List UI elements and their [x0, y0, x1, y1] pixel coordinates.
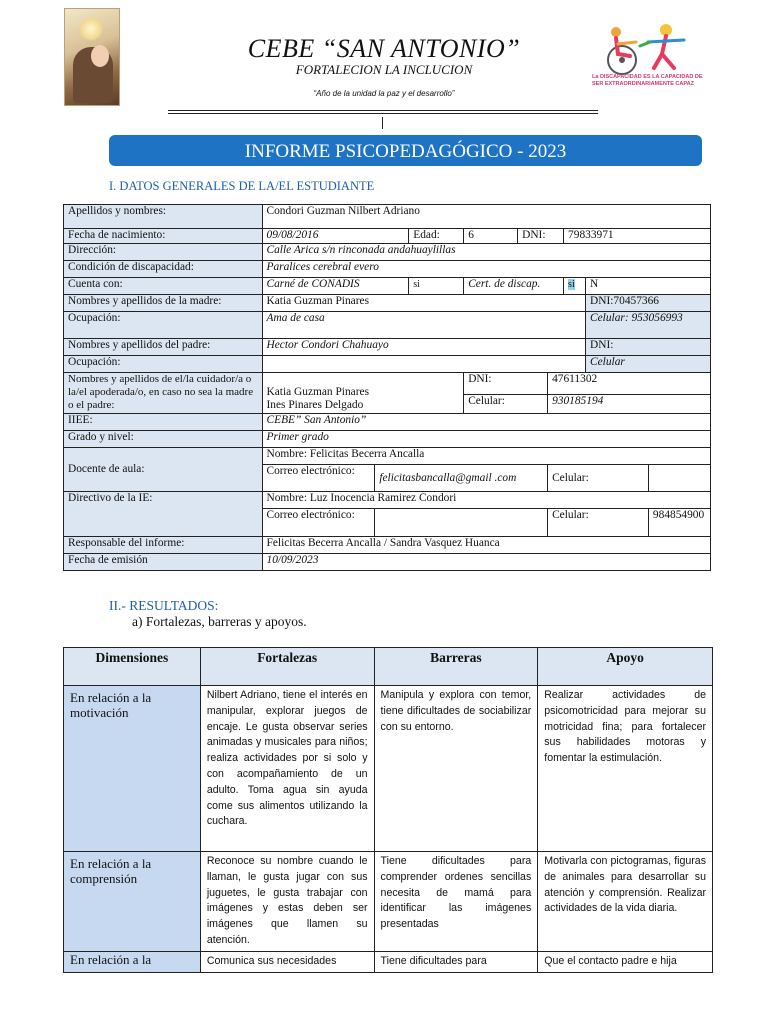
value-grade: Primer grado [262, 431, 710, 448]
value-address: Calle Arica s/n rinconada andahuaylillas [262, 244, 710, 261]
value-teacher-name: Nombre: Felicitas Becerra Ancalla [262, 448, 710, 465]
value-guardian-names [262, 373, 464, 414]
value-guardian-dni: 47611302 [548, 373, 711, 395]
barriers-cell: Tiene dificultades para [374, 951, 538, 972]
value-director-email [375, 509, 548, 537]
label-responsible: Responsable del informe: [64, 537, 263, 554]
value-father-dni: DNI: [586, 339, 711, 356]
strengths-cell: Reconoce su nombre cuando le llaman, le gusta jugar con sus juguetes, le gusta trabajar con imágenes y estas deben ser imágenes que llamen su atención. [200, 852, 374, 952]
label-father: Nombres y apellidos del padre: [64, 339, 263, 356]
header-divider-secondary [168, 113, 598, 114]
school-tagline: FORTALECION LA INCLUCION [295, 62, 473, 77]
value-issue-date: 10/09/2023 [262, 554, 710, 571]
label-director: Directivo de la IE: [64, 492, 263, 537]
value-responsible: Felicitas Becerra Ancalla / Sandra Vasquez Huanca [262, 537, 710, 554]
label-director-phone: Celular: [548, 509, 649, 537]
label-cert: Cert. de discap. [464, 278, 564, 295]
value-mother-phone: Celular: 953056993 [586, 312, 711, 339]
support-cell: Realizar actividades de psicomotricidad para mejorar su motricidad fina; para fortalecer sus habilidades motoras y fomentar la estimulación. [538, 686, 713, 852]
label-teacher-email: Correo electrónico: [262, 465, 375, 492]
report-title-banner: INFORME PSICOPEDAGÓGICO - 2023 [109, 135, 702, 166]
label-mother: Nombres y apellidos de la madre: [64, 295, 263, 312]
student-info-table [63, 204, 711, 571]
label-occupation: Ocupación: [64, 312, 263, 339]
value-cert-yes: si [568, 279, 575, 290]
value-dni: 79833971 [564, 229, 711, 244]
label-teacher: Docente de aula: [64, 448, 263, 492]
dimension-cell: En relación a la [64, 951, 201, 972]
dimension-cell: En relación a la comprensión [64, 852, 201, 952]
value-cert-no: N [586, 278, 711, 295]
table-row [64, 852, 713, 952]
section-results-title: II.- RESULTADOS: [109, 598, 219, 613]
support-cell: Que el contacto padre e hija [538, 951, 713, 972]
value-mother-occupation: Ama de casa [262, 312, 586, 339]
header-divider [168, 110, 598, 111]
label-dni: DNI: [518, 229, 564, 244]
value-age: 6 [464, 229, 518, 244]
table-row [64, 686, 713, 852]
strengths-cell: Comunica sus necesidades [200, 951, 374, 972]
header-strengths: Fortalezas [200, 648, 374, 686]
support-cell: Motivarla con pictogramas, figuras de animales para desarrollar su atención y comprensión. Realizar actividades de la vida diaria. [538, 852, 713, 952]
label-address: Dirección: [64, 244, 263, 261]
value-father-occupation [262, 356, 586, 373]
label-disability: Condición de discapacidad: [64, 261, 263, 278]
header-dimensions: Dimensiones [64, 648, 201, 686]
barriers-cell: Tiene dificultades para comprender ordenes sencillas necesita de mamá para identificar las imágenes presentadas [374, 852, 538, 952]
section-results-subtitle: a) Fortalezas, barreras y apoyos. [132, 614, 307, 629]
label-teacher-phone: Celular: [548, 465, 649, 492]
value-teacher-email: felicitasbancalla@gmail .com [375, 465, 548, 492]
label-has: Cuenta con: [64, 278, 263, 295]
value-mother: Katia Guzman Pinares [262, 295, 586, 312]
value-conadis-yes: si [409, 278, 464, 295]
results-table [63, 647, 713, 973]
value-dob: 09/08/2016 [262, 229, 409, 244]
value-director-phone: 984854900 [648, 509, 710, 537]
label-names: Apellidos y nombres: [64, 205, 263, 229]
value-director-name: Nombre: Luz Inocencia Ramirez Condori [262, 492, 710, 509]
strengths-cell: Nilbert Adriano, tiene el interés en manipular, explorar juegos de encaje. Le gusta observar series animadas y musicales para niños; realiza actividades por si solo y con acompañamiento de un adulto. Toma agua sin ayuda come sus alimentos utilizando la cuchara. [200, 686, 374, 852]
value-teacher-phone [648, 465, 710, 492]
header-barriers: Barreras [374, 648, 538, 686]
value-guardian-name-2: Ines Pinares Delgado [266, 399, 364, 411]
text-cursor [382, 117, 383, 129]
table-row [64, 951, 713, 972]
barriers-cell: Manipula y explora con temor, tiene dificultades de sociabilizar con su entorno. [374, 686, 538, 852]
value-guardian-name-1: Katia Guzman Pinares [266, 386, 369, 398]
value-names: Condori Guzman Nilbert Adriano [262, 205, 710, 229]
label-guardian-phone: Celular: [464, 395, 548, 414]
value-father-phone: Celular [586, 356, 711, 373]
value-iiee: CEBE” San Antonio” [262, 414, 710, 431]
dimension-cell: En relación a la motivación [64, 686, 201, 852]
label-guardian-dni: DNI: [464, 373, 548, 395]
label-guardian: Nombres y apellidos de el/la cuidador/a o la/el apoderada/o, en caso no sea la madre o el padre: [64, 373, 263, 414]
label-occupation-2: Ocupación: [64, 356, 263, 373]
school-name: CEBE “SAN ANTONIO” [247, 34, 521, 63]
year-motto: “Año de la unidad la paz y el desarrollo” [313, 89, 455, 98]
value-father: Hector Condori Chahuayo [262, 339, 586, 356]
value-guardian-phone: 930185194 [548, 395, 711, 414]
label-age: Edad: [409, 229, 464, 244]
section-general-data-title: I. DATOS GENERALES DE LA/EL ESTUDIANTE [109, 179, 375, 193]
value-conadis: Carné de CONADIS [262, 278, 409, 295]
value-mother-dni: DNI:70457366 [586, 295, 711, 312]
label-director-email: Correo electrónico: [262, 509, 375, 537]
header-support: Apoyo [538, 648, 713, 686]
value-disability: Paralices cerebral evero [262, 261, 710, 278]
label-issue-date: Fecha de emisión [64, 554, 263, 571]
label-grade: Grado y nivel: [64, 431, 263, 448]
label-dob: Fecha de nacimiento: [64, 229, 263, 244]
label-iiee: IIEE: [64, 414, 263, 431]
logo-slogan: La DISCAPACIDAD ES LA CAPACIDAD DE SER EXTRAORDINARIAMENTE CAPAZ [592, 74, 703, 87]
